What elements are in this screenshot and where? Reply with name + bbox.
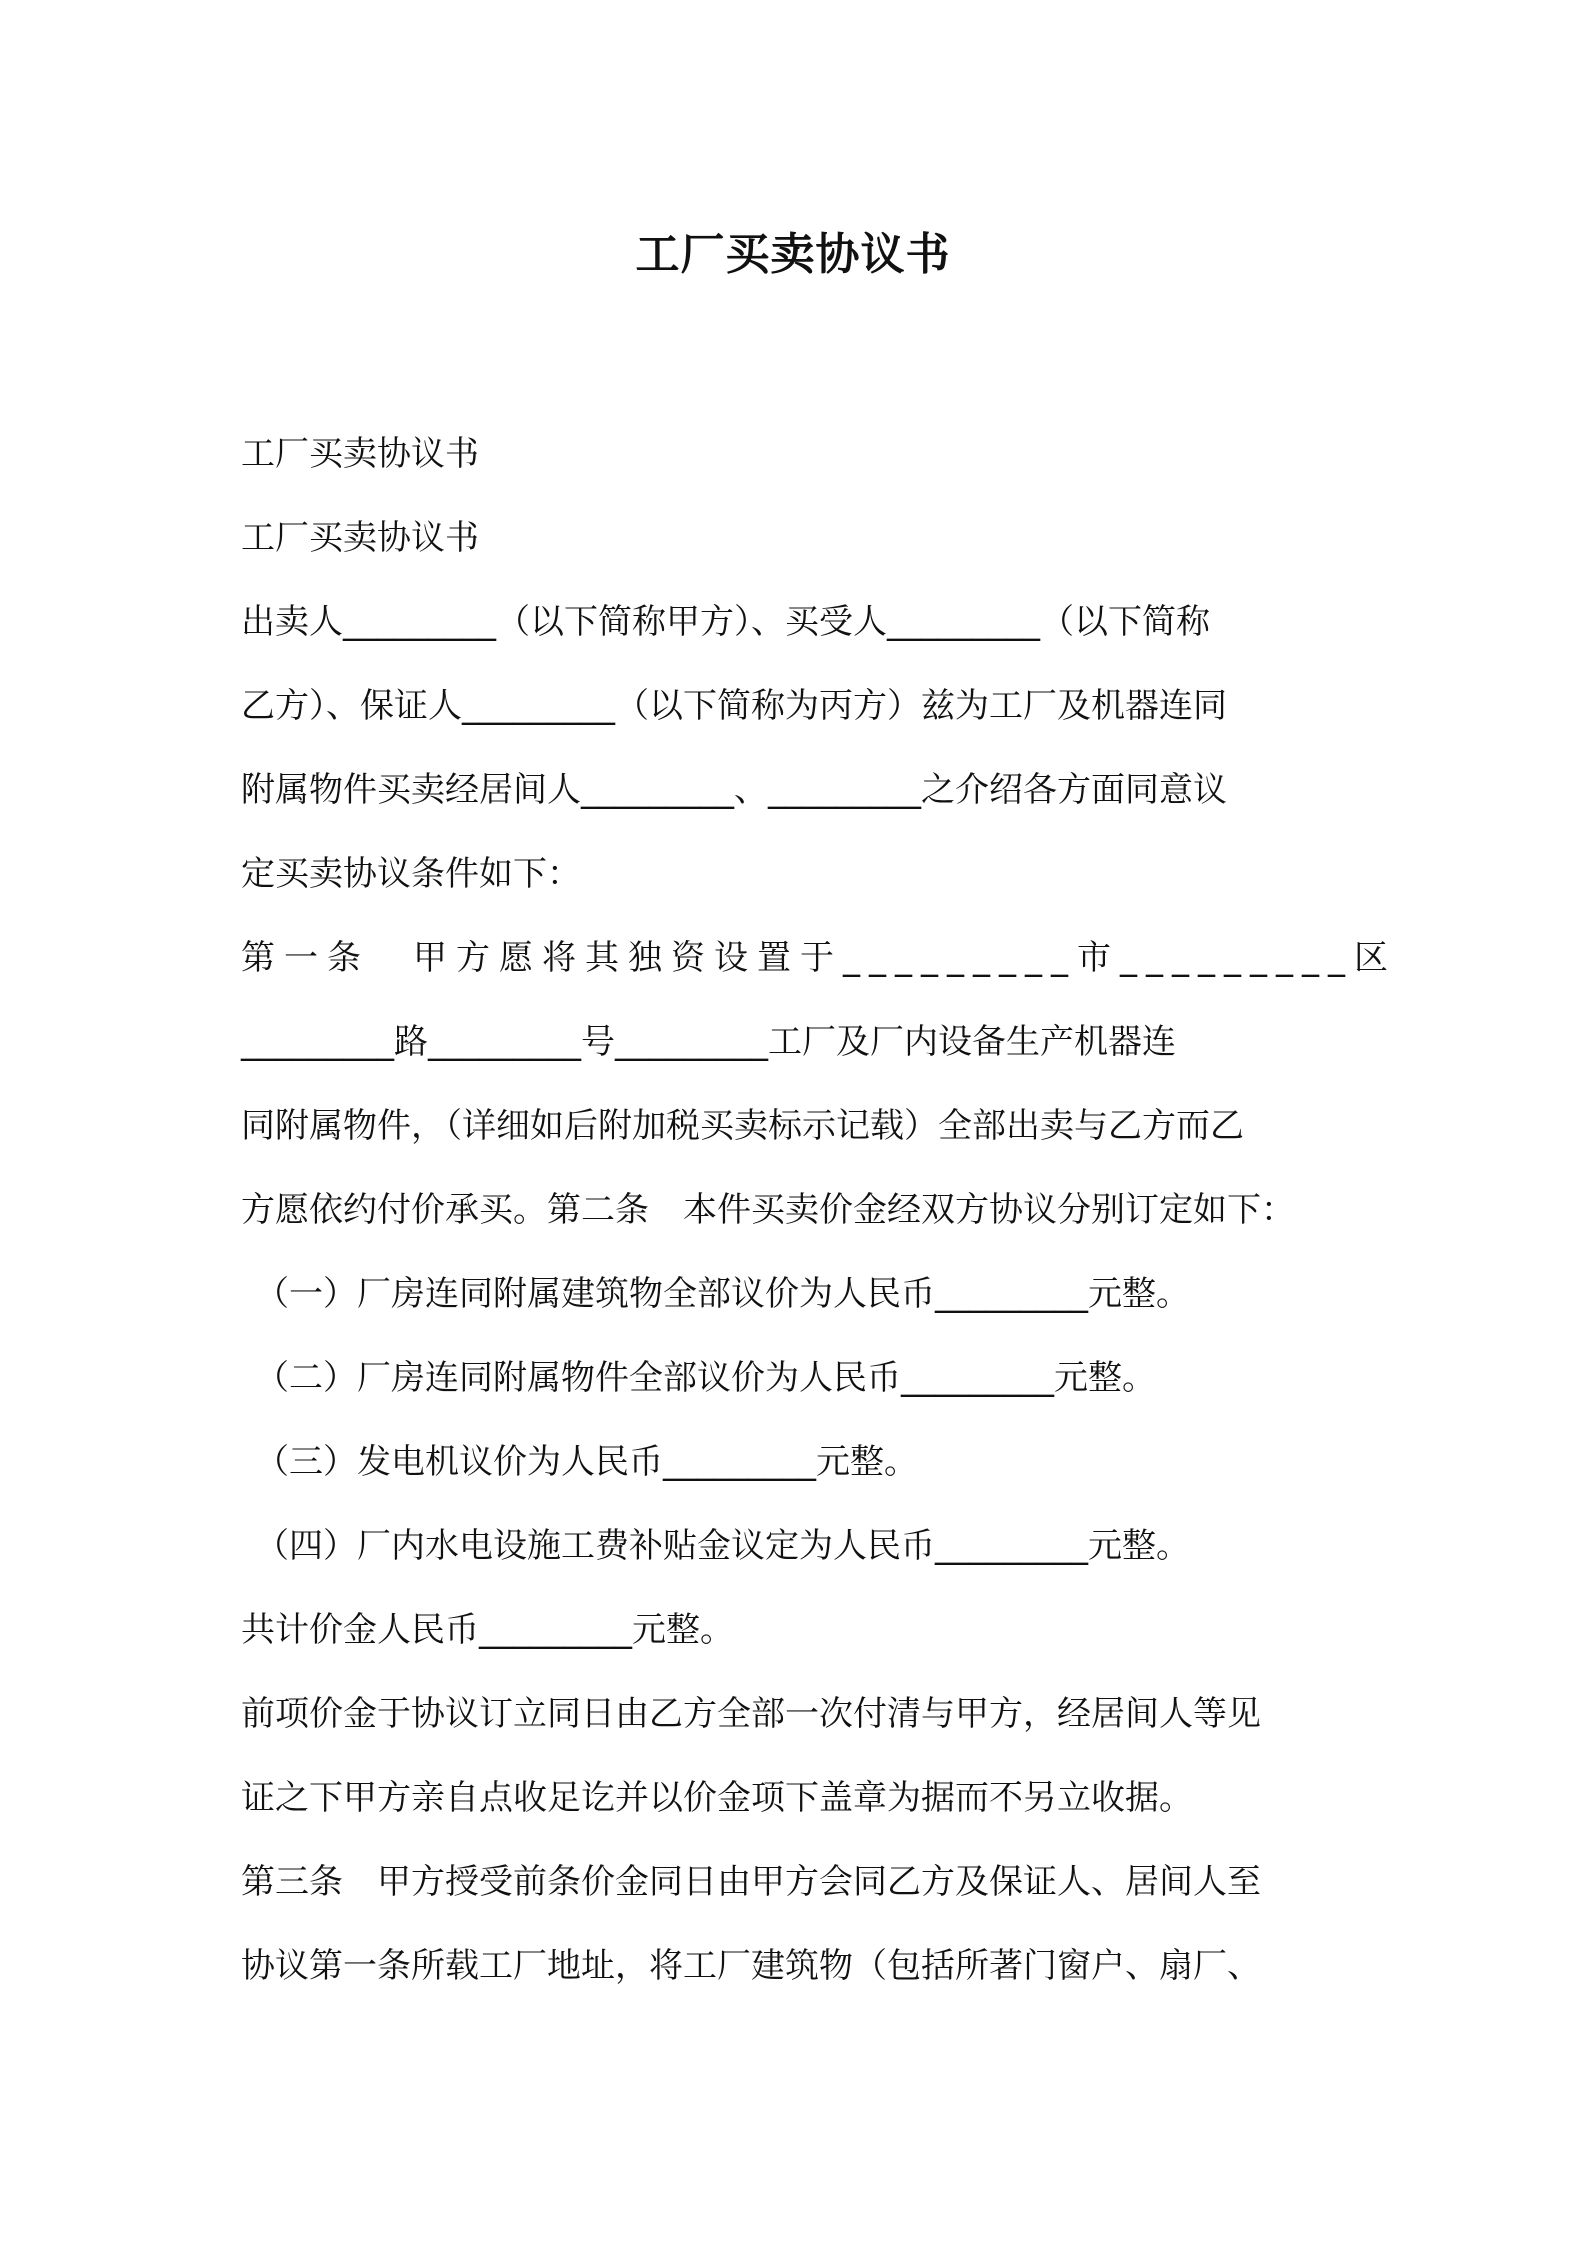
- article-three-line: 第三条 甲方授受前条价金同日由甲方会同乙方及保证人、居间人至: [241, 1862, 1261, 1902]
- body-line: _________路_________号_________工厂及厂内设备生产机器连: [241, 1022, 1176, 1062]
- price-item-4: （四）厂内水电设施工费补贴金议定为人民币_________元整。: [255, 1526, 1190, 1566]
- body-line: 前项价金于协议订立同日由乙方全部一次付清与甲方，经居间人等见: [241, 1694, 1261, 1734]
- price-item-1: （一）厂房连同附属建筑物全部议价为人民币_________元整。: [255, 1274, 1190, 1314]
- total-price-line: 共计价金人民币_________元整。: [241, 1610, 734, 1650]
- body-line: 证之下甲方亲自点收足讫并以价金项下盖章为据而不另立收据。: [241, 1778, 1193, 1818]
- body-line: 乙方）、保证人_________（以下简称为丙方）兹为工厂及机器连同: [241, 686, 1227, 726]
- document-title: 工厂买卖协议书: [635, 229, 951, 280]
- body-line: 出卖人_________（以下简称甲方）、买受人_________（以下简称: [241, 602, 1210, 642]
- body-line: 同附属物件，（详细如后附加税买卖标示记载）全部出卖与乙方而乙: [241, 1106, 1244, 1146]
- body-line: 方愿依约付价承买。第二条 本件买卖价金经双方协议分别订定如下：: [241, 1190, 1295, 1230]
- body-line: 定买卖协议条件如下：: [241, 854, 581, 894]
- body-line: 附属物件买卖经居间人_________、_________之介绍各方面同意议: [241, 770, 1227, 810]
- article-one-line: 第一条 甲方愿将其独资设置于_________市_________区: [241, 938, 1397, 978]
- body-line: 协议第一条所载工厂地址，将工厂建筑物（包括所著门窗户、扇厂、: [241, 1946, 1261, 1986]
- price-item-3: （三）发电机议价为人民币_________元整。: [255, 1442, 918, 1482]
- body-line: 工厂买卖协议书: [241, 434, 479, 474]
- document-body: [241, 412, 1397, 2008]
- price-item-2: （二）厂房连同附属物件全部议价为人民币_________元整。: [255, 1358, 1156, 1398]
- body-line: 工厂买卖协议书: [241, 518, 479, 558]
